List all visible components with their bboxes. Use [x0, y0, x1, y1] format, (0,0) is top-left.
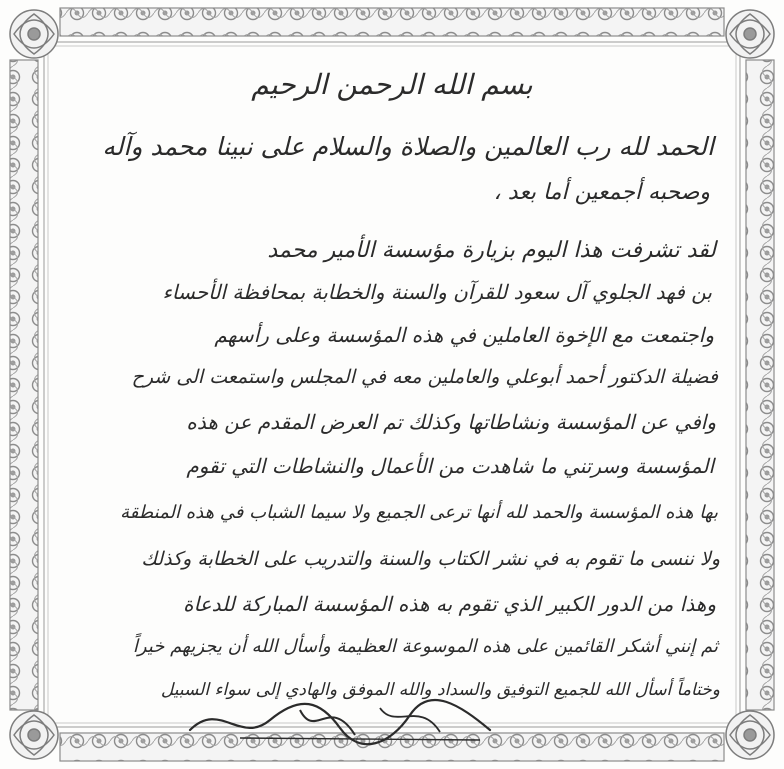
letter-line: ولا ننسى ما تقوم به في نشر الكتاب والسنة والتدريب على الخطابة وكذلك — [141, 548, 720, 570]
letter-line: المؤسسة وسرتني ما شاهدت من الأعمال والنشاطات التي تقوم — [186, 454, 714, 478]
letter-line: ثم إنني أشكر القائمين على هذه الموسوعة العظيمة وأسأل الله أن يجزيهم خيراً — [132, 636, 718, 657]
signature-area — [180, 690, 500, 750]
corner-ornament-top-right — [726, 10, 774, 58]
letter-line: وختاماً أسأل الله للجميع التوفيق والسداد والله الموفق والهادي إلى سواء السبيل — [160, 680, 720, 700]
corner-ornament-bottom-left — [10, 711, 58, 759]
letter-line: الحمد لله رب العالمين والصلاة والسلام على نبينا محمد وآله — [102, 132, 714, 161]
letter-line: واجتمعت مع الإخوة العاملين في هذه المؤسسة وعلى رأسهم — [214, 323, 714, 347]
letter-line: بن فهد الجلوي آل سعود للقرآن والسنة والخطابة بمحافظة الأحساء — [162, 280, 712, 304]
letter-line: وافي عن المؤسسة ونشاطاتها وكذلك تم العرض المقدم عن هذه — [186, 410, 716, 434]
letter-line: وهذا من الدور الكبير الذي تقوم به هذه المؤسسة المباركة للدعاة — [183, 592, 716, 616]
handwritten-signature — [180, 690, 500, 750]
letter-line: بها هذه المؤسسة والحمد لله أنها ترعى الجميع ولا سيما الشباب في هذه المنطقة — [120, 502, 718, 523]
letter-body — [60, 40, 724, 730]
letter-line: لقد تشرفت هذا اليوم بزيارة مؤسسة الأمير محمد — [267, 238, 716, 263]
letter-line: فضيلة الدكتور أحمد أبوعلي والعاملين معه في المجلس واستمعت الى شرح — [131, 366, 718, 388]
corner-ornament-top-left — [10, 10, 58, 58]
corner-ornament-bottom-right — [726, 711, 774, 759]
basmala-heading: بسم الله الرحمن الرحيم — [251, 68, 533, 101]
letter-line: وصحبه أجمعين أما بعد ، — [493, 180, 710, 205]
